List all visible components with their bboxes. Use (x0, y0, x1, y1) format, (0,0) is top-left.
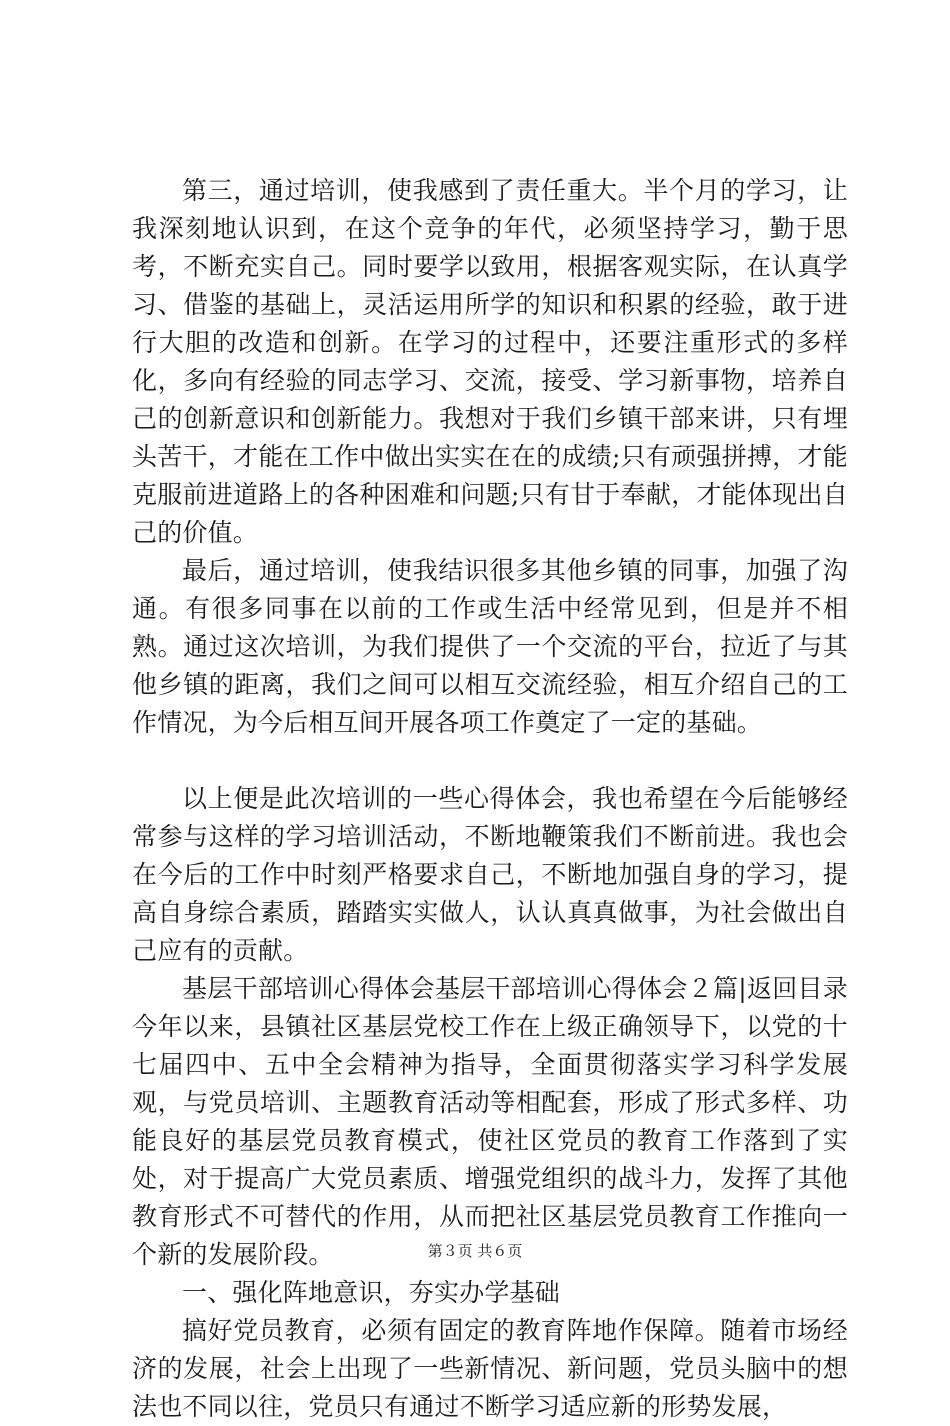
paragraph-spacer (132, 742, 848, 780)
paragraph-summary: 以上便是此次培训的一些心得体会，我也希望在今后能够经常参与这样的学习培训活动，不断地鞭策我们不断前进。我也会在今后的工作中时刻严格要求自己，不断地加强自身的学习，提高自身综合素质，踏踏实实做人，认认真真做事，为社会做出自己应有的贡献。 (132, 784, 848, 965)
paragraph-second-article-intro: 基层干部培训心得体会基层干部培训心得体会２篇|返回目录今年以来，县镇社区基层党校工作在上级正确领导下，以党的十七届四中、五中全会精神为指导，全面贯彻落实学习科学发展观，与党员培训、主题教育活动等相配套，形成了形式多样、功能良好的基层党员教育模式，使社区党员的教育工作落到了实处，对于提高广大党员素质、增强党组织的战斗力，发挥了其他教育形式不可替代的作用，从而把社区基层党员教育工作推向一个新的发展阶段。 (132, 974, 848, 1269)
paragraph-party-education: 搞好党员教育，必须有固定的教育阵地作保障。随着市场经济的发展，社会上出现了一些新情况、新问题，党员头脑中的想法也不同以往，党员只有通过不断学习适应新的形势发展， (132, 1316, 848, 1421)
document-body (132, 172, 848, 1426)
paragraph-third-point: 第三，通过培训，使我感到了责任重大。半个月的学习，让我深刻地认识到，在这个竞争的年代，必须坚持学习，勤于思考，不断充实自己。同时要学以致用，根据客观实际，在认真学习、借鉴的基础上，灵活运用所学的知识和积累的经验，敢于进行大胆的改造和创新。在学习的过程中，还要注重形式的多样化，多向有经验的同志学习、交流，接受、学习新事物，培养自己的创新意识和创新能力。我想对于我们乡镇干部来讲，只有埋头苦干，才能在工作中做出实实在在的成绩;只有顽强拼搏，才能克服前进道路上的各种困难和问题;只有甘于奉献，才能体现出自己的价值。 (132, 176, 848, 547)
page-footer: 第３页 共６页 (427, 1242, 523, 1260)
paragraph-finally: 最后，通过培训，使我结识很多其他乡镇的同事，加强了沟通。有很多同事在以前的工作或生活中经常见到，但是并不相熟。通过这次培训，为我们提供了一个交流的平台，拉近了与其他乡镇的距离，我们之间可以相互交流经验，相互介绍自己的工作情况，为今后相互间开展各项工作奠定了一定的基础。 (132, 556, 848, 737)
section-heading: 一、强化阵地意识，夯实办学基础 (182, 1278, 561, 1307)
